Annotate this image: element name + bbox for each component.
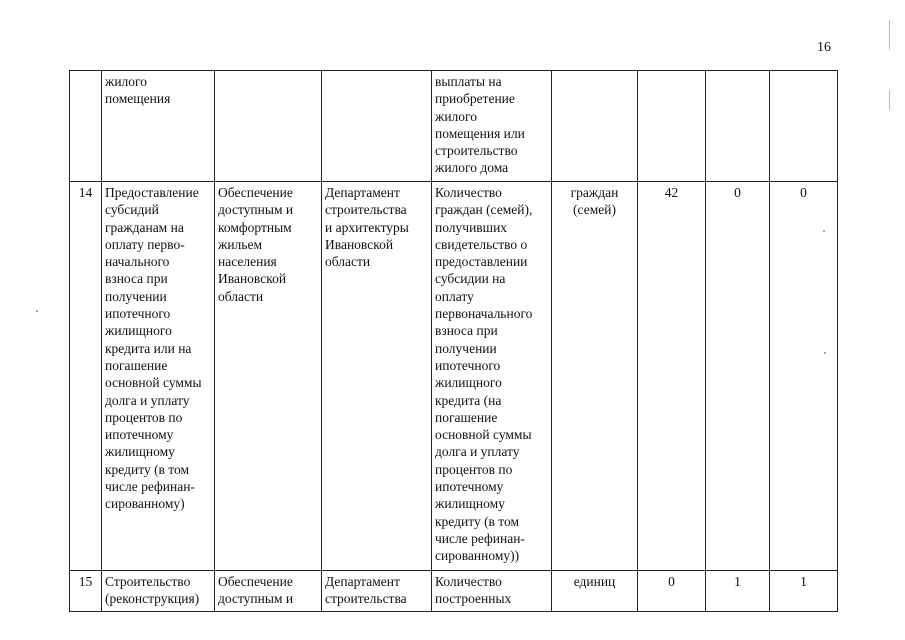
cell-line: строительство xyxy=(435,143,518,159)
unit-cell xyxy=(552,71,638,182)
cell-line: жилого xyxy=(105,74,147,89)
cell-line: жилищному xyxy=(105,444,175,460)
cell-line: единиц xyxy=(573,574,616,589)
executor-cell xyxy=(322,571,432,612)
cell-line: взноса при xyxy=(435,323,498,339)
value-cell xyxy=(770,182,838,571)
cell-line: 0 xyxy=(800,185,807,200)
cell-line: гражданам на xyxy=(105,219,184,235)
value-cell xyxy=(638,71,706,182)
cell-line: (семей) xyxy=(573,202,616,218)
cell-line: Количество xyxy=(435,574,502,589)
value-cell xyxy=(638,182,706,571)
cell-line: жилищного xyxy=(105,323,172,339)
cell-line: и архитектуры xyxy=(325,219,409,235)
cell-line: ипотечного xyxy=(435,357,501,373)
row-number-cell xyxy=(70,71,102,182)
event-name-cell xyxy=(102,571,215,612)
scan-edge-mark xyxy=(889,90,890,110)
cell-line: области xyxy=(218,288,264,304)
table-row xyxy=(70,182,838,571)
indicator-cell xyxy=(432,71,552,182)
cell-line: граждан (семей), xyxy=(435,202,533,218)
cell-line: Ивановской xyxy=(325,236,394,252)
task-cell xyxy=(215,182,322,571)
cell-line: Департамент xyxy=(325,185,400,200)
cell-line: построенных xyxy=(435,591,512,607)
cell-line: субсидий xyxy=(105,202,159,218)
scan-speck xyxy=(36,310,38,312)
value-cell xyxy=(770,571,838,612)
cell-line: (реконструкция) xyxy=(105,591,200,607)
cell-line: получении xyxy=(435,340,497,356)
indicator-cell xyxy=(432,571,552,612)
cell-line: Обеспечение xyxy=(218,574,293,589)
table-row xyxy=(70,71,838,182)
cell-line: кредита или на xyxy=(105,340,192,356)
value-cell xyxy=(706,182,770,571)
cell-line: помещения или xyxy=(435,125,525,141)
value-cell xyxy=(706,571,770,612)
cell-line: жилищного xyxy=(435,375,502,391)
value-cell xyxy=(770,71,838,182)
table-row xyxy=(70,571,838,612)
cell-line: оплату xyxy=(435,288,474,304)
cell-line: погашение xyxy=(435,409,498,425)
cell-line: числе рефинан- xyxy=(435,530,525,546)
cell-line: комфортным xyxy=(218,219,292,235)
cell-line: числе рефинан- xyxy=(105,479,195,495)
cell-line: области xyxy=(325,254,371,270)
event-name-cell xyxy=(102,71,215,182)
cell-line: получивших xyxy=(435,219,508,235)
cell-line: ипотечного xyxy=(105,306,171,322)
cell-line: долга и уплату xyxy=(435,444,520,460)
cell-line: граждан xyxy=(570,185,619,200)
cell-line: Предоставление xyxy=(105,185,199,200)
cell-line: взноса при xyxy=(105,271,168,287)
cell-line: кредиту (в том xyxy=(435,513,520,529)
unit-cell xyxy=(552,571,638,612)
cell-line: начального xyxy=(105,254,170,270)
row-number-cell: 14 xyxy=(70,182,102,571)
cell-line: Департамент xyxy=(325,574,400,589)
cell-line: помещения xyxy=(105,91,171,107)
cell-line: доступным и xyxy=(218,591,294,607)
cell-line: предоставлении xyxy=(435,254,528,270)
cell-line: строительства xyxy=(325,591,407,607)
cell-line: первоначального xyxy=(435,306,533,322)
cell-line: ипотечному xyxy=(435,479,504,495)
cell-line: Строительство xyxy=(105,574,191,589)
program-indicators-table xyxy=(69,70,838,612)
cell-line: Количество xyxy=(435,185,502,200)
executor-cell xyxy=(322,71,432,182)
scan-speck xyxy=(824,352,826,354)
cell-line: процентов по xyxy=(105,409,183,425)
cell-line: 1 xyxy=(734,574,741,589)
cell-line: сированному)) xyxy=(435,548,520,564)
cell-line: погашение xyxy=(105,357,168,373)
cell-line: свидетельство о xyxy=(435,236,528,252)
cell-line: жилищному xyxy=(435,496,505,512)
cell-line: сированному) xyxy=(105,496,185,512)
cell-line: жильем xyxy=(218,236,262,252)
cell-line: кредиту (в том xyxy=(105,461,190,477)
cell-line: 1 xyxy=(800,574,807,589)
cell-line: основной суммы xyxy=(435,427,532,443)
cell-line: кредита (на xyxy=(435,392,502,408)
row-number-cell: 15 xyxy=(70,571,102,612)
cell-line: приобретение xyxy=(435,91,515,107)
cell-line: выплаты на xyxy=(435,74,502,89)
indicator-cell xyxy=(432,182,552,571)
cell-line: субсидии на xyxy=(435,271,506,287)
cell-line: процентов по xyxy=(435,461,513,477)
cell-line: основной суммы xyxy=(105,375,202,391)
value-cell xyxy=(706,71,770,182)
cell-line: населения xyxy=(218,254,277,270)
scan-speck xyxy=(823,230,825,232)
cell-line: 0 xyxy=(734,185,741,200)
cell-line: 42 xyxy=(664,185,679,200)
cell-line: долга и уплату xyxy=(105,392,190,408)
page-number: 16 xyxy=(817,40,831,55)
cell-line: ипотечному xyxy=(105,427,174,443)
cell-line: жилого дома xyxy=(435,160,509,176)
value-cell xyxy=(638,571,706,612)
cell-line: жилого xyxy=(435,108,477,124)
scan-edge-mark xyxy=(889,20,890,50)
cell-line: 0 xyxy=(668,574,675,589)
cell-line: строительства xyxy=(325,202,407,218)
event-name-cell xyxy=(102,182,215,571)
cell-line: Ивановской xyxy=(218,271,287,287)
cell-line: Обеспечение xyxy=(218,185,293,200)
cell-line: доступным и xyxy=(218,202,294,218)
task-cell xyxy=(215,71,322,182)
task-cell xyxy=(215,571,322,612)
cell-line: получении xyxy=(105,288,167,304)
unit-cell xyxy=(552,182,638,571)
cell-line: оплату перво- xyxy=(105,236,185,252)
executor-cell xyxy=(322,182,432,571)
